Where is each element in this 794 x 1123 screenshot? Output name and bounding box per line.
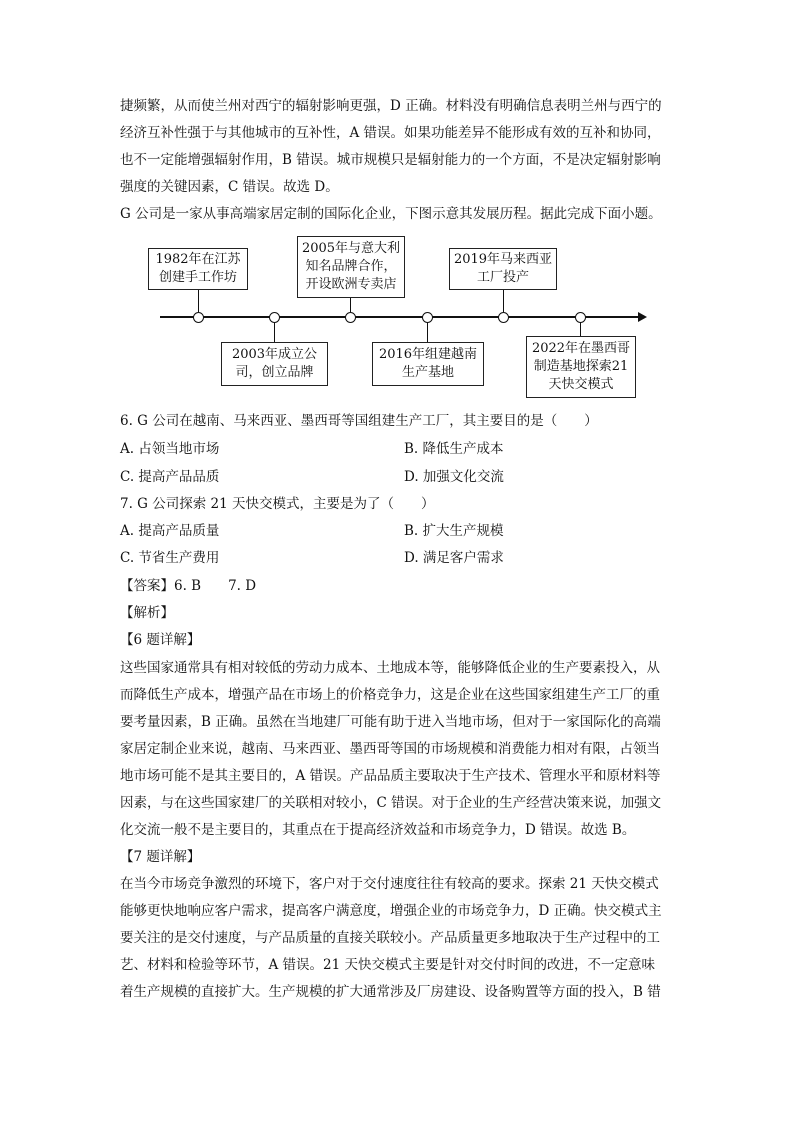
event-box-2005: 2005年与意大利 知名品牌合作， 开设欧洲专卖店 xyxy=(297,236,405,298)
connector xyxy=(350,298,351,312)
event-box-2016: 2016年组建越南 生产基地 xyxy=(372,342,484,386)
text-line: 艺、材料和检验等环节，A 错误。21 天快交模式主要是针对交付时间的改进，不一定意味 xyxy=(120,957,656,973)
connector xyxy=(580,322,581,336)
text-line: 着生产规模的直接扩大。生产规模的扩大通常涉及厂房建设、设备购置等方面的投入，B 错 xyxy=(120,984,661,1000)
intro-text: G 公司是一家从事高端家居定制的国际化企业，下图示意其发展历程。据此完成下面小题。 xyxy=(120,206,662,222)
timeline-node xyxy=(193,312,204,323)
timeline-node xyxy=(575,312,586,323)
text-line: 化交流一般不是主要目的，其重点在于提高经济效益和市场竞争力，D 错误。故选 B。 xyxy=(120,822,636,838)
q7-option-a: A. 提高产品质量 xyxy=(120,523,220,539)
text-line: 而降低生产成本，增强产品在市场上的价格竞争力，这是企业在这些国家组建生产工厂的重 xyxy=(120,687,660,703)
text-line: 地市场可能不是其主要目的，A 错误。产品品质主要取决于生产技术、管理水平和原材料等 xyxy=(120,768,661,784)
text-line: 家居定制企业来说，越南、马来西亚、墨西哥等国的市场规模和消费能力相对有限，占领当 xyxy=(120,741,660,757)
q7-option-b: B. 扩大生产规模 xyxy=(404,523,504,539)
connector xyxy=(198,290,199,312)
q7-option-d: D. 满足客户需求 xyxy=(404,550,504,566)
timeline-node xyxy=(269,312,280,323)
detail-7-label: 【7 题详解】 xyxy=(120,849,201,865)
connector xyxy=(274,322,275,342)
timeline-node xyxy=(422,312,433,323)
text-line: 在当今市场竞争激烈的环境下，客户对于交付速度往往有较高的要求。探索 21 天快交模式 xyxy=(120,876,659,892)
event-box-1982: 1982年在江苏 创建手工作坊 xyxy=(148,248,248,290)
event-box-2022: 2022年在墨西哥 制造基地探索21 天快交模式 xyxy=(526,336,636,398)
connector xyxy=(503,290,504,312)
event-box-2003: 2003年成立公 司，创立品牌 xyxy=(221,342,328,386)
timeline-node xyxy=(345,312,356,323)
q6-option-c: C. 提高产品品质 xyxy=(120,469,220,485)
q6-option-d: D. 加强文化交流 xyxy=(404,469,504,485)
analysis-label: 【解析】 xyxy=(120,605,174,621)
text-line: 因素，与在这些国家建厂的关联相对较小，C 错误。对于企业的生产经营决策来说，加强文 xyxy=(120,795,662,811)
question-7-stem: 7. G 公司探索 21 天快交模式，主要是为了（ ） xyxy=(120,496,435,512)
text-line: 强度的关键因素，C 错误。故选 D。 xyxy=(120,179,339,195)
connector xyxy=(427,322,428,342)
text-line: 能够更快地响应客户需求，提高客户满意度，增强企业的市场竞争力，D 正确。快交模式主 xyxy=(120,903,662,919)
q7-option-c: C. 节省生产费用 xyxy=(120,550,220,566)
event-box-2019: 2019年马来西亚 工厂投产 xyxy=(449,248,557,290)
timeline-node xyxy=(498,312,509,323)
text-line: 捷频繁，从而使兰州对西宁的辐射影响更强，D 正确。材料没有明确信息表明兰州与西宁的 xyxy=(120,98,662,114)
question-6-stem: 6. G 公司在越南、马来西亚、墨西哥等国组建生产工厂，其主要目的是（ ） xyxy=(120,413,598,429)
timeline-arrow-icon xyxy=(638,312,647,322)
answer-line: 【答案】6. B 7. D xyxy=(120,578,257,594)
detail-6-label: 【6 题详解】 xyxy=(120,632,201,648)
text-line: 经济互补性强于与其他城市的互补性，A 错误。如果功能差异不能形成有效的互补和协同， xyxy=(120,125,661,141)
text-line: 要关注的是交付速度，与产品质量的直接关联较小。产品质量更多地取决于生产过程中的工 xyxy=(120,930,660,946)
timeline-axis xyxy=(160,316,640,318)
q6-option-b: B. 降低生产成本 xyxy=(404,441,504,457)
text-line: 也不一定能增强辐射作用，B 错误。城市规模只是辐射能力的一个方面，不是决定辐射影响 xyxy=(120,152,661,168)
text-line: 这些国家通常具有相对较低的劳动力成本、土地成本等，能够降低企业的生产要素投入，从 xyxy=(120,660,660,676)
text-line: 要考量因素，B 正确。虽然在当地建厂可能有助于进入当地市场，但对于一家国际化的高端 xyxy=(120,714,661,730)
q6-option-a: A. 占领当地市场 xyxy=(120,441,220,457)
